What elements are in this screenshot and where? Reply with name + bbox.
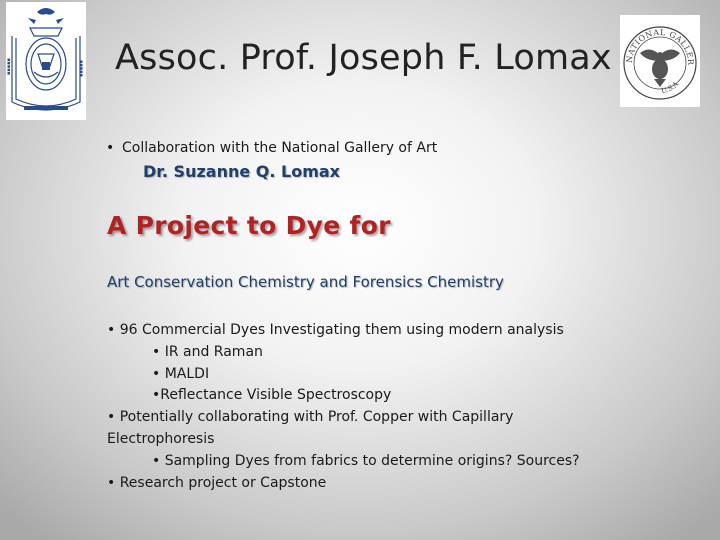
svg-text:▪▪▪▪▪: ▪▪▪▪▪ — [6, 58, 12, 75]
svg-text:▪▪▪▪▪: ▪▪▪▪▪ — [78, 60, 84, 77]
collaboration-text: Collaboration with the National Gallery of Art — [122, 140, 438, 156]
slide-title: Assoc. Prof. Joseph F. Lomax — [115, 38, 612, 78]
list-item: •Reflectance Visible Spectroscopy — [152, 387, 392, 404]
subtitle: Art Conservation Chemistry and Forensics Chemistry — [107, 273, 504, 291]
naval-academy-seal-logo — [6, 2, 86, 120]
project-title: A Project to Dye for — [107, 211, 391, 240]
collaboration-bullet — [106, 140, 437, 156]
list-item: • Research project or Capstone — [107, 474, 327, 491]
list-item: • 96 Commercial Dyes Investigating them using modern analysis — [107, 322, 564, 338]
collaborator-name: Dr. Suzanne Q. Lomax — [143, 162, 340, 181]
list-item: Electrophoresis — [107, 430, 215, 447]
national-gallery-seal-logo — [620, 15, 700, 107]
details-list — [107, 320, 707, 494]
list-item: • IR and Raman — [152, 343, 263, 360]
seal-text-top: NATIONAL GALLER — [624, 27, 696, 66]
list-item: • MALDI — [152, 365, 210, 382]
list-item: • Potentially collaborating with Prof. Copper with Capillary — [107, 409, 514, 426]
seal-text-bottom: U.S.A — [660, 80, 681, 96]
bullet-marker: • — [106, 140, 115, 156]
list-item: • Sampling Dyes from fabrics to determine origins? Sources? — [152, 452, 580, 469]
